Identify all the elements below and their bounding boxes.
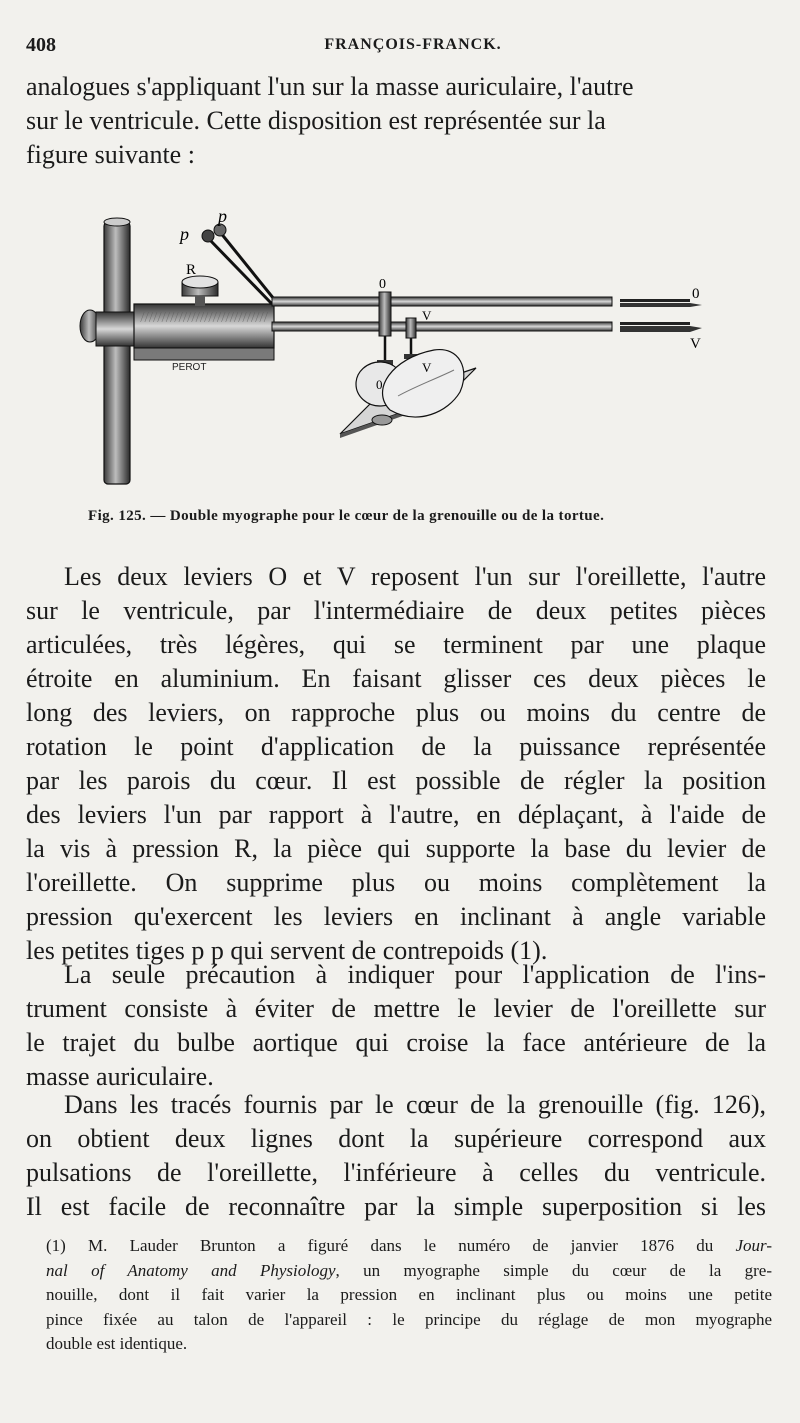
myograph-figure bbox=[40, 200, 760, 500]
text-line: La seule précaution à indiquer pour l'application de l'ins- bbox=[64, 960, 766, 989]
intro-text bbox=[26, 70, 766, 172]
text-line: trument consiste à éviter de mettre le levier de l'oreillette sur bbox=[26, 994, 766, 1023]
text-line: analogues s'appliquant l'un sur la masse auriculaire, l'autre bbox=[26, 72, 634, 101]
text-line: figure suivante : bbox=[26, 140, 195, 169]
footnote-line bbox=[46, 1234, 772, 1259]
running-head: FRANÇOIS-FRANCK. bbox=[324, 36, 502, 53]
text-line: long des leviers, on rapproche plus ou moins du centre de bbox=[26, 698, 766, 727]
text-line: le trajet du bulbe aortique qui croise la face antérieure de la bbox=[26, 1028, 766, 1057]
text-line: les petites tiges p p qui servent de contrepoids (1). bbox=[26, 936, 548, 965]
text-line: Il est facile de reconnaître par la simple superposition si les bbox=[26, 1192, 766, 1221]
footnote-line: double est identique. bbox=[46, 1334, 188, 1353]
text-line: pression qu'exercent les leviers en inclinant à angle variable bbox=[26, 902, 766, 931]
text-line: sur le ventricule, par l'intermédiaire de deux petites pièces bbox=[26, 596, 766, 625]
text-line: Dans les tracés fournis par le cœur de la grenouille (fig. 126), bbox=[64, 1090, 766, 1119]
journal-title: Jour- bbox=[735, 1236, 772, 1255]
text-line: des leviers l'un par rapport à l'autre, en déplaçant, à l'aide de bbox=[26, 800, 766, 829]
label-v-heart: V bbox=[422, 360, 432, 375]
label-r: R bbox=[186, 262, 197, 278]
footnote-line: pince fixée au talon de l'appareil : le principe du réglage de mon myographe bbox=[46, 1309, 772, 1329]
stand-rod bbox=[104, 222, 130, 484]
paragraph-1 bbox=[26, 560, 766, 968]
text-line: l'oreillette. On supprime plus ou moins complètement la bbox=[26, 868, 766, 897]
journal-title: nal of Anatomy and Physiology bbox=[46, 1260, 336, 1280]
paragraph-3 bbox=[26, 1088, 766, 1224]
text-line: pulsations de l'oreillette, l'inférieure à celles du ventricule. bbox=[26, 1158, 766, 1187]
footnote-line: nouille, dont il fait varier la pression en inclinant plus ou moins une petite bbox=[46, 1285, 772, 1304]
lever-o bbox=[272, 297, 612, 306]
text-line: sur le ventricule. Cette disposition est représentée sur la bbox=[26, 106, 606, 135]
label-o-top: 0 bbox=[379, 277, 386, 292]
footnote bbox=[46, 1234, 772, 1357]
label-p-right: p bbox=[218, 206, 227, 226]
text-line: articulées, très légères, qui se terminent par une plaque bbox=[26, 630, 766, 659]
carriage bbox=[134, 304, 274, 348]
text-line: masse auriculaire. bbox=[26, 1062, 214, 1091]
text-line: Les deux leviers O et V reposent l'un sur l'oreillette, l'autre bbox=[64, 562, 766, 591]
footnote-text: , un myographe simple du cœur de la gre- bbox=[335, 1260, 772, 1280]
text-line: la vis à pression R, la pièce qui supporte la base du levier de bbox=[26, 834, 766, 863]
maker-mark: PEROT bbox=[172, 362, 207, 373]
footnote-line bbox=[46, 1259, 772, 1284]
text-line: par les parois du cœur. Il est possible de régler la position bbox=[26, 766, 766, 795]
page-number: 408 bbox=[26, 34, 56, 56]
label-p-left: p bbox=[180, 224, 189, 244]
figure-caption: Fig. 125. — Double myographe pour le cœur de la grenouille ou de la tortue. bbox=[88, 508, 605, 524]
label-v-right: V bbox=[690, 336, 701, 352]
text-line: on obtient deux lignes dont la supérieure correspond aux bbox=[26, 1124, 766, 1153]
label-o-right: 0 bbox=[692, 286, 700, 302]
text-line: rotation le point d'application de la puissance représentée bbox=[26, 732, 766, 761]
paragraph-2 bbox=[26, 958, 766, 1094]
label-v-top: V bbox=[422, 308, 432, 323]
lever-v bbox=[272, 322, 612, 331]
text-line: étroite en aluminium. En faisant glisser ces deux pièces le bbox=[26, 664, 766, 693]
label-o-heart: 0 bbox=[376, 377, 383, 392]
page-header bbox=[26, 34, 760, 64]
footnote-text: (1) M. Lauder Brunton a figuré dans le numéro de janvier 1876 du bbox=[46, 1236, 736, 1255]
